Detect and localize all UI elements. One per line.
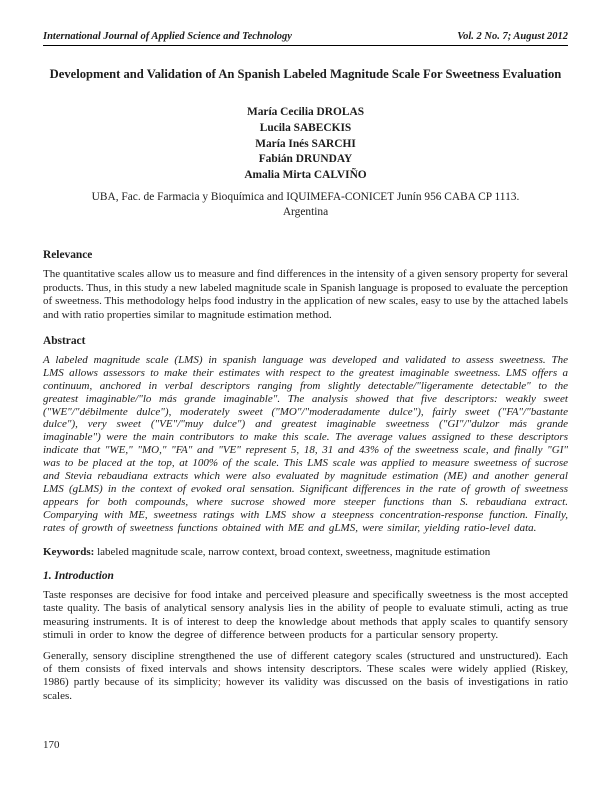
introduction-paragraph-1: Taste responses are decisive for food intake and perceived pleasure and specifically sweetness is the most accepted taste quality. The basis of analytical sensory analysis lies in the ability of people to evaluate stimuli, acting as true measuring instruments. It is of interest to deep the knowledge about methods that apply scales to quantify sensory stimuli in order to know the degree of difference between products for a particular sensory property. [43,589,568,642]
author-name: María Inés SARCHI [255,137,356,150]
affiliation [43,190,568,220]
relevance-heading: Relevance [43,249,93,262]
relevance-paragraph: The quantitative scales allow us to measure and find differences in the intensity of a given sensory property for several products. Thus, in this study a new labeled magnitude scale in Spanish language is proposed to evaluate the perception of sweetness. This methodology helps food industry in the application of new scales, easy to use by the attached labels and with ratio properties similar to magnitude estimation method. [43,268,568,321]
page-number: 170 [43,739,60,751]
red-semicolon: ; [217,676,221,689]
abstract-heading: Abstract [43,334,86,347]
author-name: Fabián DRUNDAY [258,153,353,166]
introduction-heading: 1. Introduction [43,570,114,583]
author-name: Lucila SABECKIS [259,121,352,134]
author-name: Amalia Mirta CALVIÑO [244,168,367,181]
abstract-paragraph: A labeled magnitude scale (LMS) in spanish language was developed and validated to assess sweetness. The LMS allows assessors to make their estimates with respect to the greatest imaginable sweetness. LMS offers a continuum, anchored in verbal descriptors ranging from slightly detectable/"ligeramente detectable" to the greatest imaginable/"lo más grande imaginable". The analysis showed that five descriptors: weakly sweet ("WE"/"débilmente dulce"), moderately sweet ("MO"/"moderadamente dulce"), fairly sweet ("FA"/"bastante dulce"), very sweet ("VE"/"muy dulce") and greatest imaginable sweetness ("GI"/"dulzor más grande imaginable") were the main contributors to make this scale. The average values assigned to these descriptors indicate that "WE," "MO," "FA" and "VE" represent 5, 18, 31 and 43% of the sweetness scale, and finally "GI" was to be placed at the top, at 100% of the scale. This LMS scale was applied to measure sweetness of sucrose and Stevia rebaudiana extracts which were also evaluated by magnitude estimation (ME) and another general LMS (gLMS) in the context of evoked oral sensation. Significant differences in the rate of growth of sweetness appears for both compounds, where sucrose showed more steeper functions than S. rebaudiana extract. Comparying with ME, sweetness ratings with LMS show a steepness concentration-response function. Finally, rates of growth of sweetness functions obtained with ME and gLMS, were similar, yielding ratio-level data. [43,353,568,534]
affiliation-line: UBA, Fac. de Farmacia y Bioquímica and IQUIMEFA-CONICET Junín 956 CABA CP 1113. [91,191,520,204]
author-list [43,105,568,183]
author-name: María Cecilia DROLAS [246,106,365,119]
running-head [43,31,568,46]
journal-name: International Journal of Applied Science and Technology [43,31,292,42]
introduction-paragraph-2 [43,650,568,704]
keywords-line [43,546,568,559]
paper-title: Development and Validation of An Spanish Labeled Magnitude Scale For Sweetness Evaluation [49,67,562,81]
keywords-text: labeled magnitude scale, narrow context, broad context, sweetness, magnitude estimation [94,545,491,558]
affiliation-line: Argentina [282,206,329,219]
journal-issue: Vol. 2 No. 7; August 2012 [457,31,568,42]
paragraph-text: however its validity was discussed on the basis of investigations in ratio scales. [43,676,568,702]
keywords-label: Keywords: [43,545,95,558]
paragraph-text: Generally, sensory discipline strengthened the use of different category scales (structured and unstructured). Each of them consists of fixed intervals and shows intensity descriptors. These scales were widely applied (Riskey, 1986) partly because of its simplicity [43,649,568,689]
